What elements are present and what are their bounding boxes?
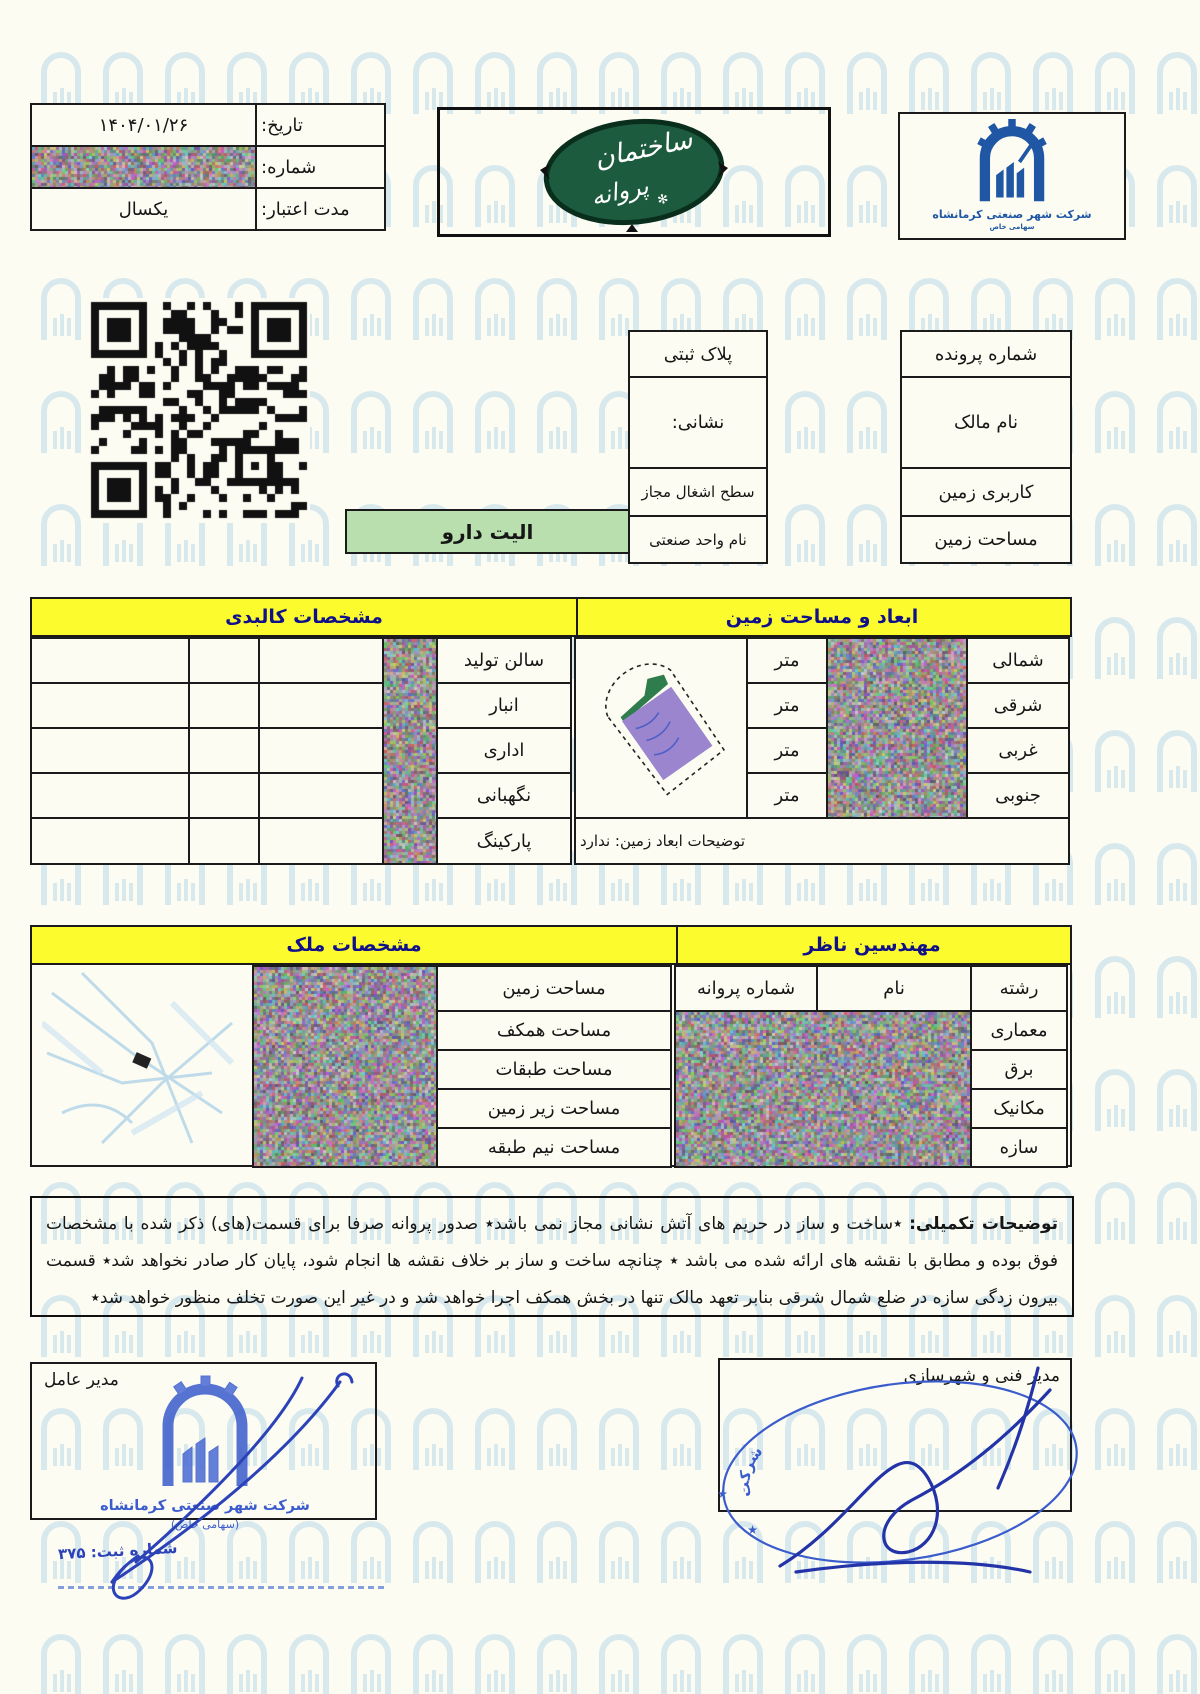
info-mid-labels-column bbox=[628, 330, 768, 564]
number-value-redacted bbox=[32, 147, 255, 187]
unit-meter-label: متر bbox=[748, 774, 826, 817]
ceo-stamp-company-name: شرکت شهر صنعتی کرمانشاه bbox=[100, 1498, 310, 1514]
land-area-label: مساحت زمین bbox=[902, 517, 1070, 562]
stamp-company-name: شرکت شهر صنعتی کرمانشاه bbox=[692, 1346, 767, 1499]
additional-notes-box bbox=[30, 1196, 1074, 1317]
file-number-label: شماره پرونده bbox=[902, 332, 1070, 376]
registration-number: شماره ثبت: ۳۷۵ bbox=[57, 1538, 178, 1564]
svg-text:شرکت شهر صنعتی کرمانشاه bbox=[691, 1346, 766, 1498]
notes-label: توضیحات تکمیلی: bbox=[909, 1214, 1059, 1234]
physical-section-title: مشخصات کالبدی bbox=[30, 597, 578, 637]
qr-code bbox=[88, 298, 310, 523]
basement-area-label: مساحت زیر زمین bbox=[438, 1090, 670, 1127]
discipline-column-header: رشته bbox=[972, 967, 1066, 1010]
engineer-names-redacted bbox=[676, 1012, 970, 1166]
parking-label: پارکینگ bbox=[438, 819, 570, 863]
seal-text-line2: پروانه bbox=[588, 171, 651, 212]
industrial-unit-label: نام واحد صنعتی bbox=[630, 517, 766, 562]
dimension-values-redacted bbox=[828, 639, 966, 817]
company-arch-logo-icon bbox=[971, 119, 1053, 205]
technical-manager-label: مدیر فنی و شهرسازی bbox=[903, 1366, 1060, 1386]
address-label: نشانی: bbox=[630, 378, 766, 467]
property-values-redacted bbox=[254, 967, 436, 1166]
land-area-row-label: مساحت زمین bbox=[438, 967, 670, 1010]
unit-meter-label: متر bbox=[748, 639, 826, 682]
property-table bbox=[252, 965, 672, 1168]
south-label: جنوبی bbox=[968, 774, 1068, 817]
ground-floor-area-label: مساحت همکف bbox=[438, 1012, 670, 1049]
registry-plate-label: پلاک ثبتی bbox=[630, 332, 766, 376]
architecture-label: معماری bbox=[972, 1012, 1066, 1049]
land-use-label: کاربری زمین bbox=[902, 469, 1070, 515]
plot-diagram-cell bbox=[576, 639, 746, 817]
validity-label: مدت اعتبار: bbox=[257, 189, 384, 229]
office-label: اداری bbox=[438, 729, 570, 772]
electrical-label: برق bbox=[972, 1051, 1066, 1088]
north-label: شمالی bbox=[968, 639, 1068, 682]
technical-manager-signature bbox=[780, 1368, 1050, 1572]
date-value: ۱۴۰۴/۰۱/۲۶ bbox=[32, 105, 255, 145]
production-hall-label: سالن تولید bbox=[438, 639, 570, 682]
physical-values-redacted bbox=[384, 639, 436, 863]
seal-flower-icon: ✻ bbox=[656, 191, 670, 209]
west-label: غربی bbox=[968, 729, 1068, 772]
meta-table bbox=[30, 103, 386, 231]
seal-text-line1: ساختمان bbox=[591, 123, 696, 175]
company-subtitle: سهامی خاص bbox=[989, 223, 1035, 231]
validity-value: یکسال bbox=[32, 189, 255, 229]
industrial-unit-name-cell: الیت دارو bbox=[345, 509, 630, 554]
site-map-image bbox=[42, 963, 242, 1159]
dimensions-table bbox=[574, 637, 1070, 865]
number-label: شماره: bbox=[257, 147, 384, 187]
technical-manager-stamp-and-signature bbox=[692, 1346, 1100, 1600]
ceo-label: مدیر عامل bbox=[44, 1370, 119, 1390]
stamp-star-icon: ٭ bbox=[747, 1517, 758, 1541]
unit-meter-label: متر bbox=[748, 729, 826, 772]
dimensions-section-title: ابعاد و مساحت زمین bbox=[572, 597, 1072, 637]
unit-meter-label: متر bbox=[748, 684, 826, 727]
mechanical-label: مکانیک bbox=[972, 1090, 1066, 1127]
east-label: شرقی bbox=[968, 684, 1068, 727]
mezzanine-area-label: مساحت نیم طبقه bbox=[438, 1129, 670, 1166]
info-labels-column bbox=[900, 330, 1072, 564]
license-column-header: شماره پروانه bbox=[676, 967, 816, 1010]
guardhouse-label: نگهبانی bbox=[438, 774, 570, 817]
ceo-stamp-arch-icon bbox=[168, 1376, 242, 1486]
date-label: تاریخ: bbox=[257, 105, 384, 145]
property-section-title: مشخصات ملک bbox=[30, 925, 678, 965]
ceo-stamp-subtitle: (سهامی خاص) bbox=[170, 1518, 240, 1531]
owner-name-label: نام مالک bbox=[902, 378, 1070, 467]
floors-area-label: مساحت طبقات bbox=[438, 1051, 670, 1088]
occupancy-label: سطح اشغال مجاز bbox=[630, 469, 766, 515]
physical-table bbox=[30, 637, 572, 865]
name-column-header: نام bbox=[818, 967, 970, 1010]
company-logo-box bbox=[898, 112, 1126, 240]
dimensions-note: توضیحات ابعاد زمین: ندارد bbox=[576, 819, 1068, 863]
stamp-star-icon: ٭ bbox=[717, 1481, 728, 1505]
ceo-stamp-and-signature bbox=[40, 1368, 370, 1618]
warehouse-label: انبار bbox=[438, 684, 570, 727]
notes-text: ٭ساخت و ساز در حریم های آتش نشانی مجاز نمی باشد٭ صدور پروانه صرفا برای قسمت(های) ذکر شده با مشخصات فوق بوده و مطابق با نقشه های ارائه شده می باشد ٭ چنانچه ساخت و ساز بر خلاف نقشه ها انجام شود، پایان کار صادر نخواهد شد٭ قسمت بیرون زدگی سازه در ضلع شمال شرقی بنابر تعهد مالک تنها در بخش همکف اجرا خواهد شد و در غیر این صورت تخلف منظور خواهد شد٭ bbox=[46, 1214, 1058, 1308]
engineers-section-title: مهندسین ناظر bbox=[672, 925, 1072, 965]
permit-seal-box bbox=[437, 107, 831, 237]
engineers-table bbox=[674, 965, 1068, 1168]
company-name: شرکت شهر صنعتی کرمانشاه bbox=[932, 208, 1092, 221]
plot-diagram bbox=[578, 644, 744, 812]
structure-label: سازه bbox=[972, 1129, 1066, 1166]
permit-seal-stamp bbox=[524, 110, 744, 234]
